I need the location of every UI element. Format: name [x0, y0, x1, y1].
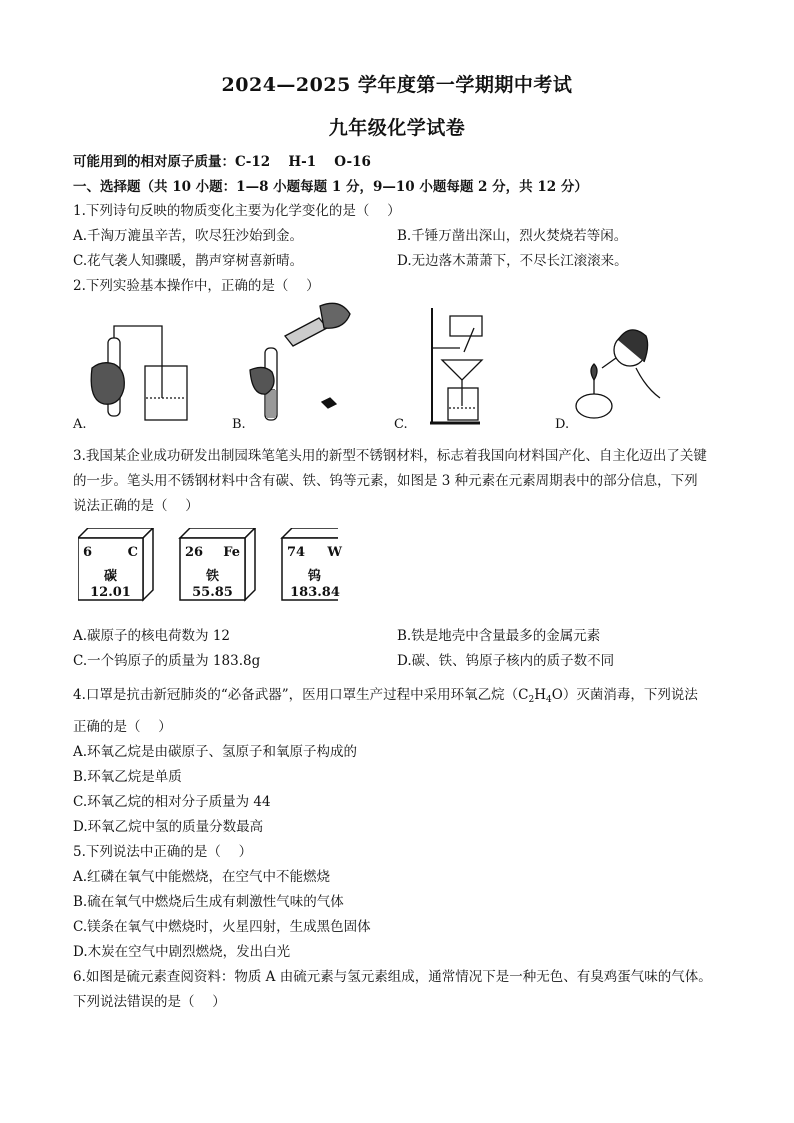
tungsten-number: 74: [287, 545, 306, 560]
q2-label-c: C.: [394, 417, 408, 432]
q3-stem-line3: 说法正确的是（ ）: [73, 498, 199, 514]
q1-stem: 1.下列诗句反映的物质变化主要为化学变化的是（ ）: [73, 203, 401, 219]
q3-option-a: A.碳原子的核电荷数为 12: [73, 628, 231, 644]
carbon-name: 碳: [103, 569, 117, 584]
q5-stem: 5.下列说法中正确的是（ ）: [73, 844, 253, 860]
q5-option-b: B.硫在氧气中燃烧后生成有刺激性气味的气体: [73, 894, 344, 910]
tungsten-name: 钨: [307, 569, 321, 584]
q3-option-b: B.铁是地壳中含量最多的金属元素: [397, 628, 601, 644]
q5-option-c: C.镁条在氧气中燃烧时，火星四射，生成黑色固体: [73, 919, 371, 935]
q2-label-b: B.: [232, 417, 246, 432]
q5-option-d: D.木炭在空气中剧烈燃烧，发出白光: [73, 944, 291, 960]
q4-stem-pre: 4.口罩是抗击新冠肺炎的“必备武器”，医用口罩生产过程中采用环氧乙烷（C: [73, 687, 529, 703]
q6-stem-line2: 下列说法错误的是（ ）: [73, 994, 226, 1010]
q4-option-c: C.环氧乙烷的相对分子质量为 44: [73, 794, 271, 810]
carbon-symbol: C: [127, 545, 138, 560]
q4-option-d: D.环氧乙烷中氢的质量分数最高: [73, 819, 264, 835]
q4-stem-line2: 正确的是（ ）: [73, 719, 172, 735]
figure-c-filtration: [430, 308, 482, 423]
exam-subtitle: 九年级化学试卷: [328, 117, 466, 139]
q4-formula-h: H: [534, 687, 547, 703]
figure-b-pouring: [250, 303, 350, 420]
section-heading: 一、选择题（共 10 小题：1—8 小题每题 1 分，9—10 小题每题 2 分，共 12 分）: [73, 179, 588, 195]
iron-name: 铁: [205, 569, 219, 584]
q2-label-a: A.: [73, 417, 87, 432]
carbon-mass: 12.01: [90, 585, 131, 600]
q2-label-d: D.: [555, 417, 570, 432]
q3-option-c: C.一个钨原子的质量为 183.8g: [73, 653, 261, 669]
iron-mass: 55.85: [192, 585, 233, 600]
q1-option-a: A.千淘万漉虽辛苦，吹尽狂沙始到金。: [73, 228, 304, 244]
figure-a-airtightness: [91, 326, 187, 420]
atomic-masses: 可能用到的相对原子质量：C-12 H-1 O-16: [73, 154, 371, 170]
tungsten-symbol: W: [327, 545, 342, 560]
q3-stem-line2: 的一步。笔头用不锈钢材料中含有碳、铁、钨等元素，如图是 3 种元素在元素周期表中的部分信息，下列: [73, 473, 698, 489]
iron-number: 26: [185, 545, 204, 560]
q3-stem-line1: 3.我国某企业成功研发出制园珠笔笔头用的新型不锈钢材料，标志着我国向材料国产化、自主化迈出了关键: [73, 448, 707, 464]
q4-sub-h: 4: [546, 695, 552, 705]
q1-option-b: B.千锤万凿出深山，烈火焚烧若等闲。: [397, 228, 628, 244]
carbon-number: 6: [83, 545, 93, 560]
q4-option-a: A.环氧乙烷是由碳原子、氢原子和氧原子构成的: [73, 744, 358, 760]
q1-option-c: C.花气袭人知骤暖，鹊声穿树喜新晴。: [73, 253, 304, 269]
tungsten-mass: 183.84: [290, 585, 340, 600]
q6-stem-line1: 6.如图是硫元素查阅资料：物质 A 由硫元素与氢元素组成，通常情况下是一种无色、有臭鸡蛋气味的气体。: [73, 969, 712, 985]
q5-option-a: A.红磷在氧气中能燃烧，在空气中不能燃烧: [73, 869, 331, 885]
iron-symbol: Fe: [223, 545, 240, 560]
q4-stem-line1: [73, 683, 698, 705]
q2-stem: 2.下列实验基本操作中，正确的是（ ）: [73, 278, 320, 294]
q4-sub-c: 2: [528, 695, 535, 705]
q2-apparatus-figures: [70, 298, 670, 433]
figure-d-smelling: [576, 330, 660, 418]
q4-stem-post: O）灭菌消毒，下列说法: [551, 687, 698, 703]
q1-option-d: D.无边落木萧萧下，不尽长江滚滚来。: [397, 253, 628, 269]
q4-option-b: B.环氧乙烷是单质: [73, 769, 182, 785]
q3-option-d: D.碳、铁、钨原子核内的质子数不同: [397, 653, 615, 669]
exam-title: 2024—2025 学年度第一学期期中考试: [221, 74, 573, 96]
